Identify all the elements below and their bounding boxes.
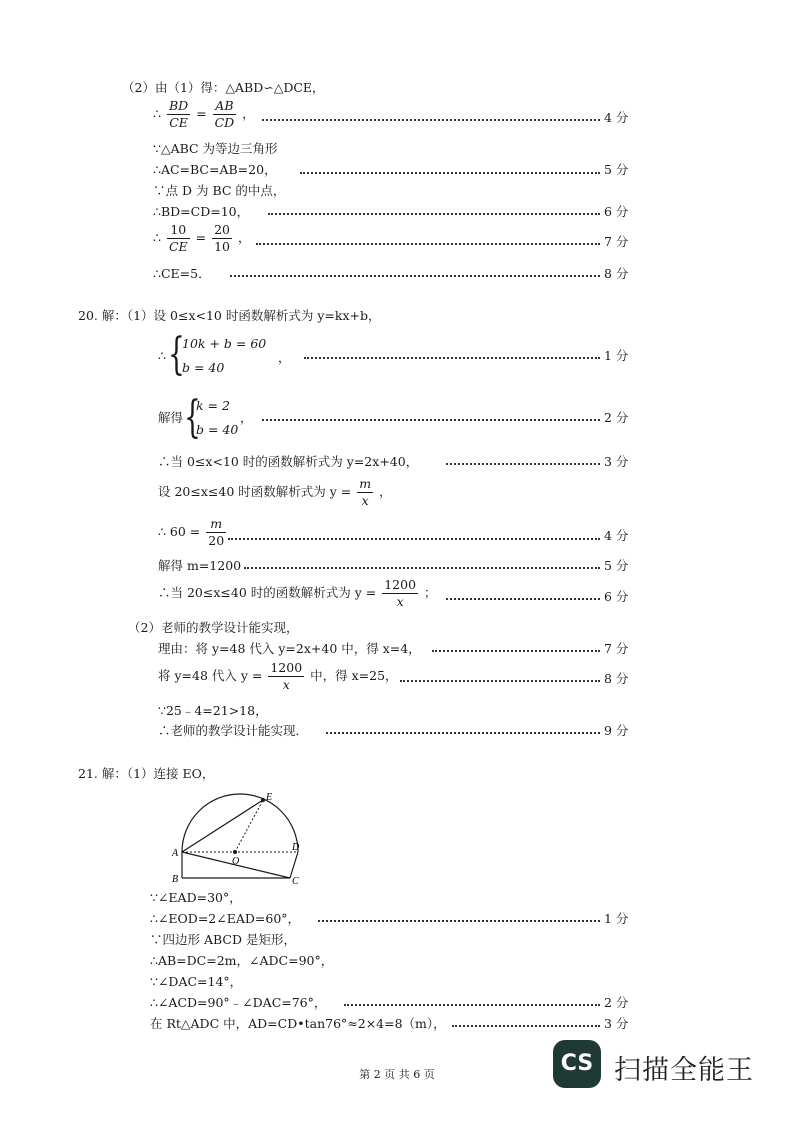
leader-dots — [262, 419, 600, 421]
leader-dots — [318, 920, 600, 922]
q20-line-11: 将 y=48 代入 y = $\frac{1200}{x}$ 中，得 x=25， — [158, 660, 398, 692]
q21-line-2: ∵∠EAD=30°， — [150, 890, 242, 905]
leader-dots — [446, 598, 600, 600]
label-a: A — [172, 848, 179, 859]
q21-line-1: 21. 解：（1）连接 EO， — [78, 766, 215, 781]
q20-system-2-prefix: 解得 — [158, 410, 184, 425]
label-d: D — [292, 842, 300, 853]
q19-line-8: ∴CE=5． — [153, 266, 211, 281]
line-oe — [235, 800, 263, 852]
q20-line-4: ∴当 0≤x<10 时的函数解析式为 y=2x+40， — [158, 454, 419, 469]
leader-dots — [228, 538, 600, 540]
leader-dots — [344, 1004, 600, 1006]
leader-dots — [230, 275, 600, 277]
q19-line-5: ∵点 D 为 BC 的中点， — [153, 183, 286, 198]
camscanner-watermark-text: 扫描全能王 — [614, 1055, 754, 1086]
label-b: B — [172, 874, 179, 885]
q21-line-8: 在 Rt△ADC 中，AD=CD•tan76°≈2×4=8（m）， — [150, 1016, 446, 1031]
fraction: $\frac{m}{20}$ — [208, 516, 225, 548]
q20-system-2-comma: ， — [240, 410, 253, 425]
leader-dots — [400, 680, 600, 682]
leader-dots — [300, 172, 600, 174]
score: 2 分 — [604, 995, 629, 1010]
fraction: $\frac{1200}{x}$ — [384, 577, 417, 609]
geometry-figure — [168, 790, 318, 886]
point-e — [261, 798, 265, 802]
q20-system-1-eq2: b = 40 — [182, 360, 225, 375]
camscanner-logo-icon: CS — [553, 1040, 601, 1088]
page-footer: 第 2 页 共 6 页 — [359, 1068, 435, 1081]
score: 3 分 — [604, 454, 629, 469]
score: 4 分 — [604, 110, 629, 125]
q19-line-6: ∴BD=CD=10， — [153, 204, 250, 219]
brace: { — [184, 392, 201, 443]
q20-line-6: ∴ 60 = $\frac{m}{20}$ — [158, 516, 225, 548]
fraction: $\frac{10}{CE}$ — [168, 222, 188, 254]
q21-line-7: ∴∠ACD=90°﹣∠DAC=76°， — [150, 995, 327, 1010]
label-c: C — [292, 876, 299, 886]
q20-line-12: ∵25﹣4=21>18， — [158, 703, 268, 718]
point-o — [233, 850, 237, 854]
q20-system-2-eq1: k = 2 — [196, 398, 230, 413]
score: 5 分 — [604, 162, 629, 177]
score: 8 分 — [604, 266, 629, 281]
q20-line-10: 理由：将 y=48 代入 y=2x+40 中，得 x=4， — [158, 641, 421, 656]
fraction: $\frac{AB}{CD}$ — [214, 98, 235, 130]
score: 4 分 — [604, 528, 629, 543]
brace: { — [168, 329, 185, 380]
score: 2 分 — [604, 410, 629, 425]
side-cd — [290, 852, 298, 878]
fraction: $\frac{m}{x}$ — [359, 476, 372, 508]
q21-line-4: ∵四边形 ABCD 是矩形， — [150, 932, 296, 947]
score: 1 分 — [604, 348, 629, 363]
q19-line-7: ∴ $\frac{10}{CE}$ = $\frac{20}{10}$ ， — [153, 222, 251, 254]
q20-line-13: ∴老师的教学设计能实现． — [158, 723, 309, 738]
score: 7 分 — [604, 641, 629, 656]
q19-line-1: （2）由（1）得：△ABD∽△DCE， — [122, 80, 325, 95]
score: 6 分 — [604, 204, 629, 219]
score: 7 分 — [604, 234, 629, 249]
leader-dots — [326, 732, 600, 734]
q20-system-2-eq2: b = 40 — [196, 422, 239, 437]
q19-line-4: ∴AC=BC=AB=20， — [153, 162, 277, 177]
q21-line-6: ∵∠DAC=14°， — [150, 974, 243, 989]
score: 1 分 — [604, 911, 629, 926]
score: 6 分 — [604, 589, 629, 604]
fraction: $\frac{BD}{CE}$ — [168, 98, 189, 130]
leader-dots — [432, 650, 600, 652]
q21-line-3: ∴∠EOD=2∠EAD=60°， — [150, 911, 301, 926]
leader-dots — [446, 463, 600, 465]
q20-line-5: 设 20≤x≤40 时函数解析式为 y = $\frac{m}{x}$ ， — [158, 476, 392, 508]
score: 9 分 — [604, 723, 629, 738]
q20-system-1-comma: ， — [278, 350, 291, 365]
leader-dots — [262, 119, 600, 121]
leader-dots — [256, 243, 600, 245]
fraction: $\frac{20}{10}$ — [214, 222, 230, 254]
leader-dots — [304, 357, 600, 359]
q20-line-8: ∴当 20≤x≤40 时的函数解析式为 y = $\frac{1200}{x}$ ； — [158, 577, 437, 609]
q19-line-2: ∴ $\frac{BD}{CE}$ = $\frac{AB}{CD}$ ， — [153, 98, 255, 130]
leader-dots — [244, 567, 600, 569]
label-e: E — [266, 792, 273, 803]
leader-dots — [452, 1025, 600, 1027]
q20-line-7: 解得 m=1200 — [158, 558, 242, 573]
q20-system-1-eq1: 10k + b = 60 — [182, 336, 267, 351]
score: 3 分 — [604, 1016, 629, 1031]
q19-line-3: ∵△ABC 为等边三角形 — [153, 141, 278, 156]
q20-system-1-prefix: ∴ — [158, 348, 166, 363]
score: 8 分 — [604, 671, 629, 686]
fraction: $\frac{1200}{x}$ — [270, 660, 303, 692]
label-o: O — [232, 856, 240, 867]
q20-line-1: 20. 解：（1）设 0≤x<10 时函数解析式为 y=kx+b， — [78, 308, 381, 323]
line-ae — [182, 800, 263, 852]
q20-line-9: （2）老师的教学设计能实现， — [128, 620, 299, 635]
semicircle-arc — [182, 794, 298, 852]
leader-dots — [268, 213, 600, 215]
score: 5 分 — [604, 558, 629, 573]
q21-line-5: ∴AB=DC=2m，∠ADC=90°， — [150, 953, 334, 968]
